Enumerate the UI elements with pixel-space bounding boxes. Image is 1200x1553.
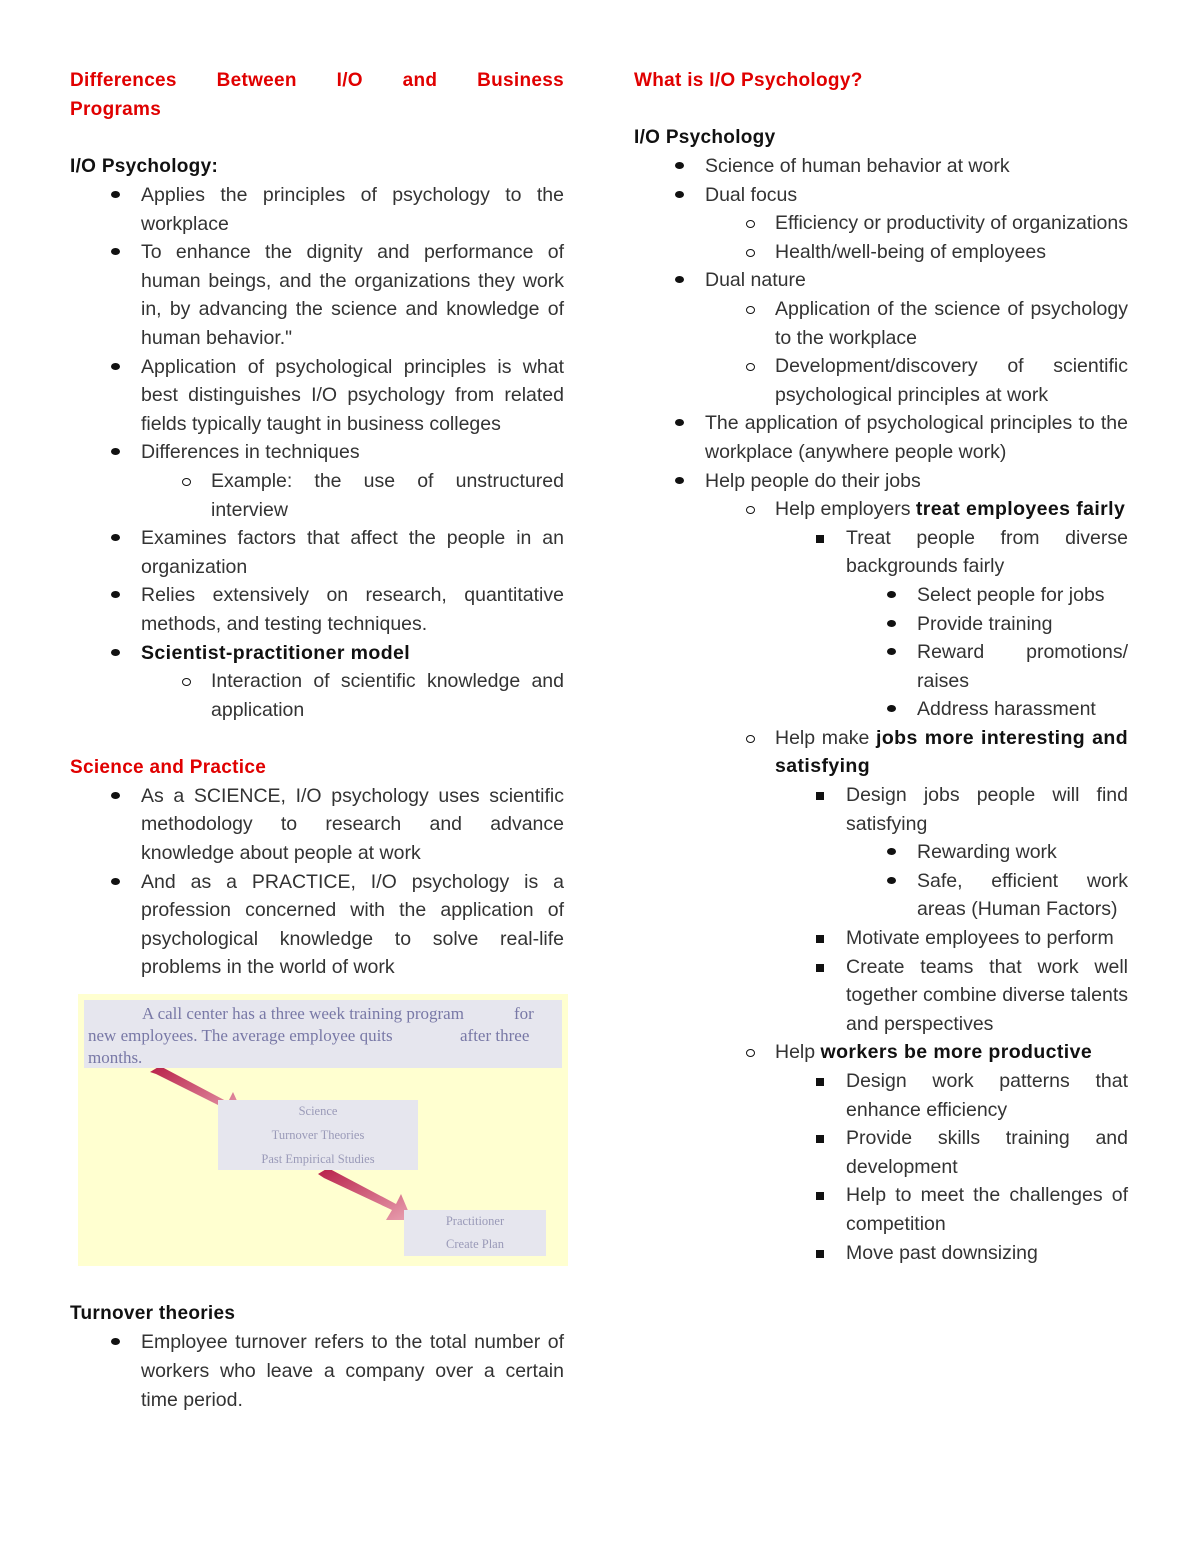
- list-item: Help employers treat employees fairly: [634, 495, 1128, 524]
- circle-bullet-icon: [746, 306, 755, 314]
- list-item: Applies the principles of psychology to the workplace: [70, 181, 564, 238]
- square-bullet-icon: [816, 1078, 824, 1086]
- circle-bullet-icon: [746, 506, 755, 514]
- list-item: Provide skills training and development: [634, 1124, 1128, 1181]
- bullet-icon: [111, 448, 120, 455]
- turnover-title: Turnover theories: [70, 1302, 236, 1324]
- bullet-icon: [675, 162, 684, 169]
- what-is-list: [634, 152, 1128, 1267]
- list-item: Relies extensively on research, quantitative methods, and testing techniques.: [70, 581, 564, 638]
- square-bullet-icon: [816, 1250, 824, 1258]
- left-column: [70, 66, 564, 1414]
- section-heading-differences: [70, 66, 564, 124]
- circle-bullet-icon: [746, 1049, 755, 1057]
- bullet-icon: [887, 848, 896, 855]
- square-bullet-icon: [816, 1192, 824, 1200]
- bullet-icon: [111, 649, 120, 656]
- list-item: Efficiency or productivity of organizations: [634, 209, 1128, 238]
- turnover-list: [70, 1328, 564, 1414]
- scenario-box: A call center has a three week training program for new employees. The average employee quits after three months.: [84, 1000, 562, 1068]
- list-item: The application of psychological principles to the workplace (anywhere people work): [634, 409, 1128, 466]
- arrow-to-practitioner: [318, 1168, 412, 1220]
- list-item: Safe, efficient work areas (Human Factors): [634, 867, 1128, 924]
- section-heading-what-is: What is I/O Psychology?: [634, 70, 863, 91]
- list-item: Provide training: [634, 610, 1128, 639]
- list-item: Address harassment: [634, 695, 1128, 724]
- list-item: Help make jobs more interesting and satisfying: [634, 724, 1128, 781]
- list-item: Help to meet the challenges of competition: [634, 1181, 1128, 1238]
- list-item: Application of psychological principles is what best distinguishes I/O psychology from related fields typically taught in business colleges: [70, 353, 564, 439]
- list-item: Development/discovery of scientific psychological principles at work: [634, 352, 1128, 409]
- list-item: Reward promotions/ raises: [634, 638, 1128, 695]
- circle-bullet-icon: [746, 220, 755, 228]
- list-item: Science of human behavior at work: [634, 152, 1128, 181]
- list-item: Help people do their jobs: [634, 467, 1128, 496]
- circle-bullet-icon: [746, 249, 755, 257]
- list-item: Employee turnover refers to the total number of workers who leave a company over a certain time period.: [70, 1328, 564, 1414]
- io-psychology-title-right: I/O Psychology: [634, 126, 776, 148]
- square-bullet-icon: [816, 792, 824, 800]
- bullet-icon: [111, 792, 120, 799]
- list-item: And as a PRACTICE, I/O psychology is a profession concerned with the application of psychological knowledge to solve real-life problems in the world of work: [70, 868, 564, 982]
- list-item: As a SCIENCE, I/O psychology uses scientific methodology to research and advance knowledge about people at work: [70, 782, 564, 868]
- science-practice-list: [70, 782, 564, 982]
- bullet-icon: [887, 877, 896, 884]
- list-item: Differences in techniques: [70, 438, 564, 467]
- bullet-icon: [887, 591, 896, 598]
- list-item: Move past downsizing: [634, 1239, 1128, 1268]
- square-bullet-icon: [816, 935, 824, 943]
- list-item: Interaction of scientific knowledge and application: [70, 667, 564, 724]
- list-item: Example: the use of unstructured interview: [70, 467, 564, 524]
- list-item: Examines factors that affect the people in an organization: [70, 524, 564, 581]
- list-item: Health/well-being of employees: [634, 238, 1128, 267]
- list-item: Select people for jobs: [634, 581, 1128, 610]
- circle-bullet-icon: [182, 678, 191, 686]
- science-practice-diagram: [78, 994, 568, 1266]
- circle-bullet-icon: [746, 735, 755, 743]
- bullet-icon: [111, 191, 120, 198]
- circle-bullet-icon: [182, 478, 191, 486]
- list-item: Application of the science of psychology to the workplace: [634, 295, 1128, 352]
- bullet-icon: [111, 248, 120, 255]
- list-item: Motivate employees to perform: [634, 924, 1128, 953]
- list-item: Help workers be more productive: [634, 1038, 1128, 1067]
- list-item: Design jobs people will find satisfying: [634, 781, 1128, 838]
- heading-line-1: Differences Between I/O and Business: [70, 70, 564, 91]
- bullet-icon: [675, 191, 684, 198]
- list-item: Dual nature: [634, 266, 1128, 295]
- bullet-icon: [111, 534, 120, 541]
- list-item: Scientist-practitioner model: [70, 639, 564, 668]
- list-item: Rewarding work: [634, 838, 1128, 867]
- list-item: Treat people from diverse backgrounds fairly: [634, 524, 1128, 581]
- square-bullet-icon: [816, 535, 824, 543]
- bullet-icon: [111, 878, 120, 885]
- io-psychology-list: [70, 181, 564, 724]
- list-item: To enhance the dignity and performance of human beings, and the organizations they work in, by advancing the science and knowledge of human behavior.": [70, 238, 564, 352]
- bullet-icon: [675, 477, 684, 484]
- square-bullet-icon: [816, 1135, 824, 1143]
- bullet-icon: [111, 1338, 120, 1345]
- bullet-icon: [675, 276, 684, 283]
- bullet-icon: [111, 591, 120, 598]
- square-bullet-icon: [816, 964, 824, 972]
- list-item: Dual focus: [634, 181, 1128, 210]
- circle-bullet-icon: [746, 363, 755, 371]
- heading-line-2: Programs: [70, 99, 162, 120]
- bullet-icon: [887, 648, 896, 655]
- list-item: Create teams that work well together combine diverse talents and perspectives: [634, 953, 1128, 1039]
- right-column: [634, 66, 1128, 1267]
- practitioner-box: Practitioner Create Plan: [404, 1210, 546, 1256]
- science-box: Science Turnover Theories Past Empirical Studies: [218, 1100, 418, 1170]
- list-item: Design work patterns that enhance efficiency: [634, 1067, 1128, 1124]
- bullet-icon: [887, 620, 896, 627]
- io-psychology-title: I/O Psychology:: [70, 155, 219, 177]
- bullet-icon: [675, 419, 684, 426]
- bullet-icon: [111, 363, 120, 370]
- section-heading-science-practice: Science and Practice: [70, 756, 267, 778]
- bullet-icon: [887, 705, 896, 712]
